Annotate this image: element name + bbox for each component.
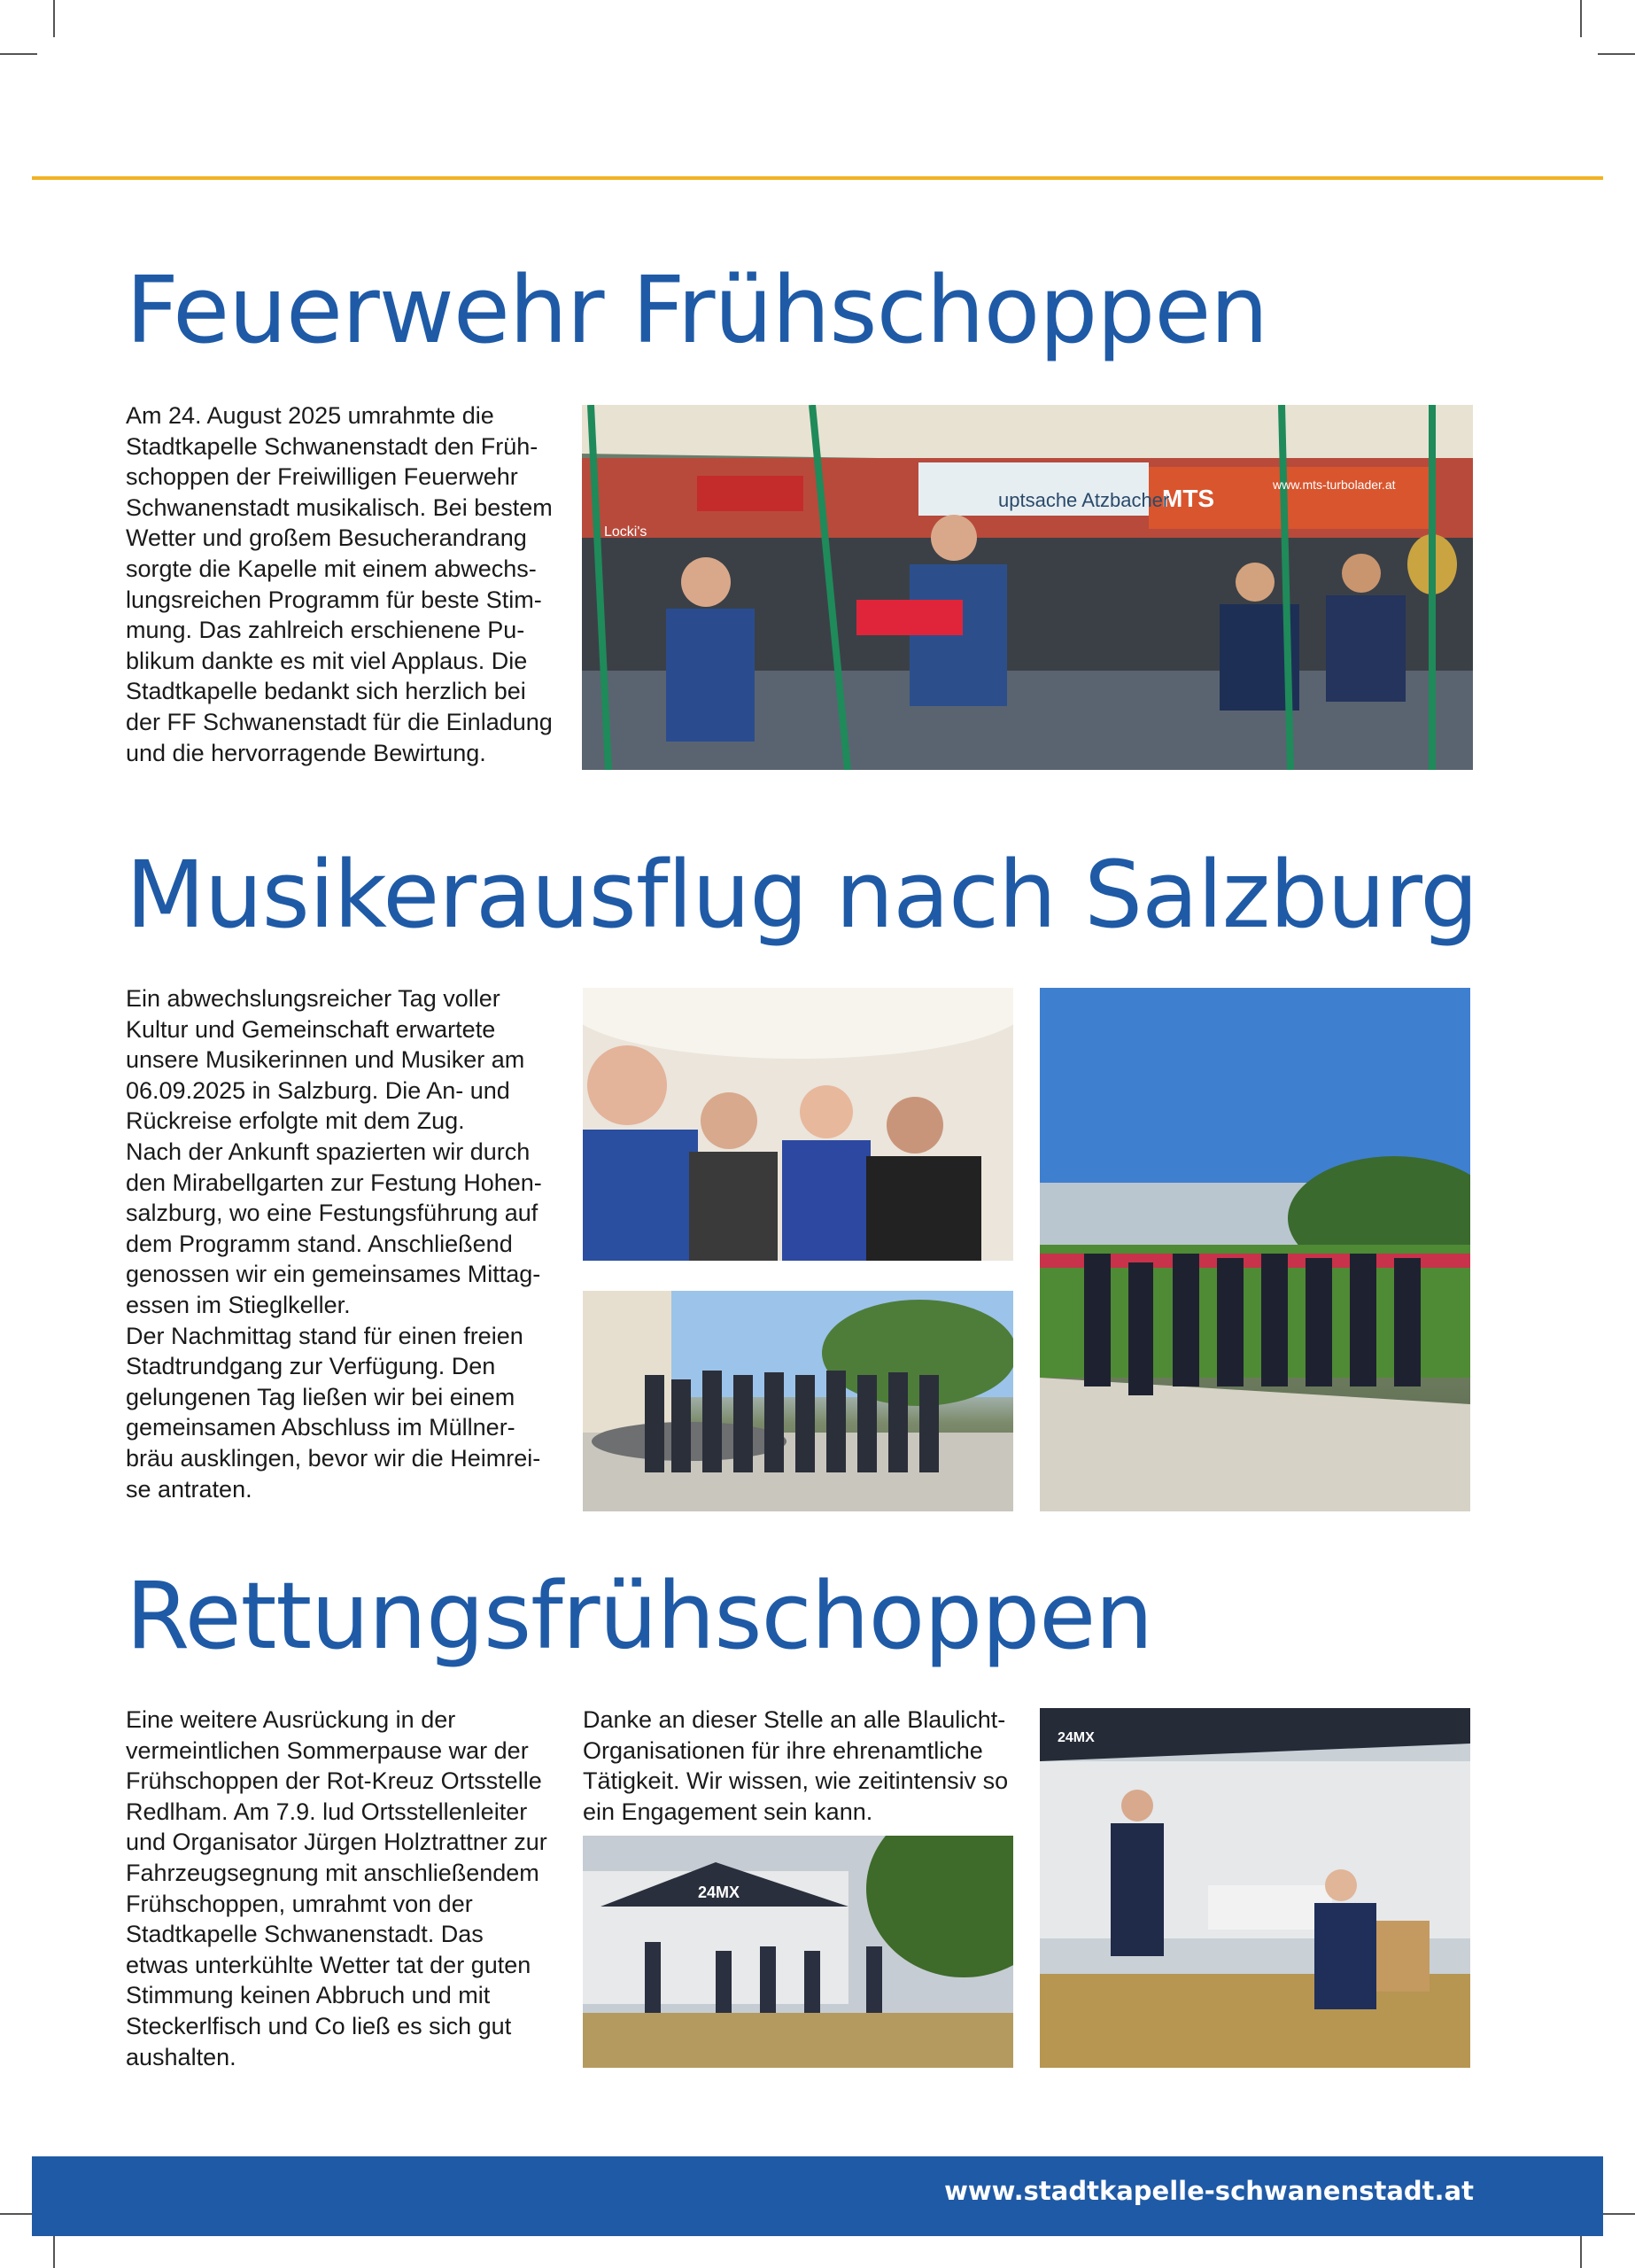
crop-mark [53,0,55,37]
crop-mark [1598,2213,1635,2215]
photo-group-fountain [583,1291,1013,1511]
photo-tent-closeup [1040,1708,1470,2068]
section-text-rettung: Eine weitere Ausrückung in der vermeintlichen Sommerpause war der Frühschoppen der Rot-Kreuz Ortsstelle Redlham. Am 7.9. lud Ortsstellenleiter und Organisator Jürgen Holztrattner zur Fahrzeugsegnung mit anschließendem Frühschoppen, umrahmt von der Stadtkapelle Schwanenstadt. Das etwas unterkühlte Wetter tat der guten Stimmung keinen Abbruch und mit Steckerlfisch und Co ließ es sich gut aushalten. [126,1706,547,2070]
section-title-feuerwehr: Feuerwehr Frühschoppen [126,256,1268,364]
tent-label-wide: 24MX [698,1884,740,1901]
sign-mts: MTS [1162,485,1215,512]
sign-atzbacher: uptsache Atzbacher [998,489,1170,511]
crop-mark [53,2231,55,2268]
footer-website-link[interactable]: www.stadtkapelle-schwanenstadt.at [944,2176,1474,2206]
crop-mark [1580,2231,1582,2268]
top-accent-line [32,176,1603,180]
sign-locki: Locki's [604,524,647,540]
photo-group-mirabellgarten [1040,988,1470,1511]
section-text-salzburg: Ein abwechslungsreicher Tag voller Kultur und Gemeinschaft erwartete unsere Musikerinnen und Musiker am 06.09.2025 in Salzburg. Die An- und Rückreise erfolgte mit dem Zug. Nach der Ankunft spazierten wir durch den Mirabellgarten zur Festung Hohen- salzburg, wo eine Festungsführung auf dem Programm stand. Anschließend genossen wir ein gemeinsames Mittag- essen im Stieglkeller. Der Nachmittag stand für einen freien Stadtrundgang zur Verfügung. Den gelungenen Tag ließen wir bei einem gemeinsamen Abschluss im Müllner- bräu ausklingen, bevor wir die Heimrei- se antraten. [126,985,542,1503]
photo-selfie-group [583,988,1013,1261]
footer-bar [32,2156,1603,2236]
tent-label-closeup: 24MX [1058,1730,1095,1745]
section-title-rettung: Rettungsfrühschoppen [126,1562,1153,1670]
section-text-rettung-thanks: Danke an dieser Stelle an alle Blaulicht- Organisationen für ihre ehrenamtliche Tätigkeit. Wir wissen, wie zeitintensiv so ein Engagement sein kann. [583,1706,1009,1825]
crop-mark [1580,0,1582,37]
section-text-feuerwehr: Am 24. August 2025 umrahmte die Stadtkapelle Schwanenstadt den Früh- schoppen der Freiwilligen Feuerwehr Schwanenstadt musikalisch. Bei bestem Wetter und großem Besucherandrang sorgte die Kapelle mit einem abwechs- lungsreichen Programm für beste Stim- mung. Das zahlreich erschienene Pu- blikum dankte es mit viel Applaus. Die Stadtkapelle bedankt sich herzlich bei der FF Schwanenstadt für die Einladung und die hervorragende Bewirtung. [126,402,553,766]
crop-mark [1598,53,1635,55]
sign-mts-url: www.mts-turbolader.at [1273,478,1396,492]
crop-mark [0,53,37,55]
photo-tent-wide [583,1836,1013,2068]
section-title-salzburg: Musikerausflug nach Salzburg [126,841,1478,949]
photo-band-on-stage [582,405,1473,770]
